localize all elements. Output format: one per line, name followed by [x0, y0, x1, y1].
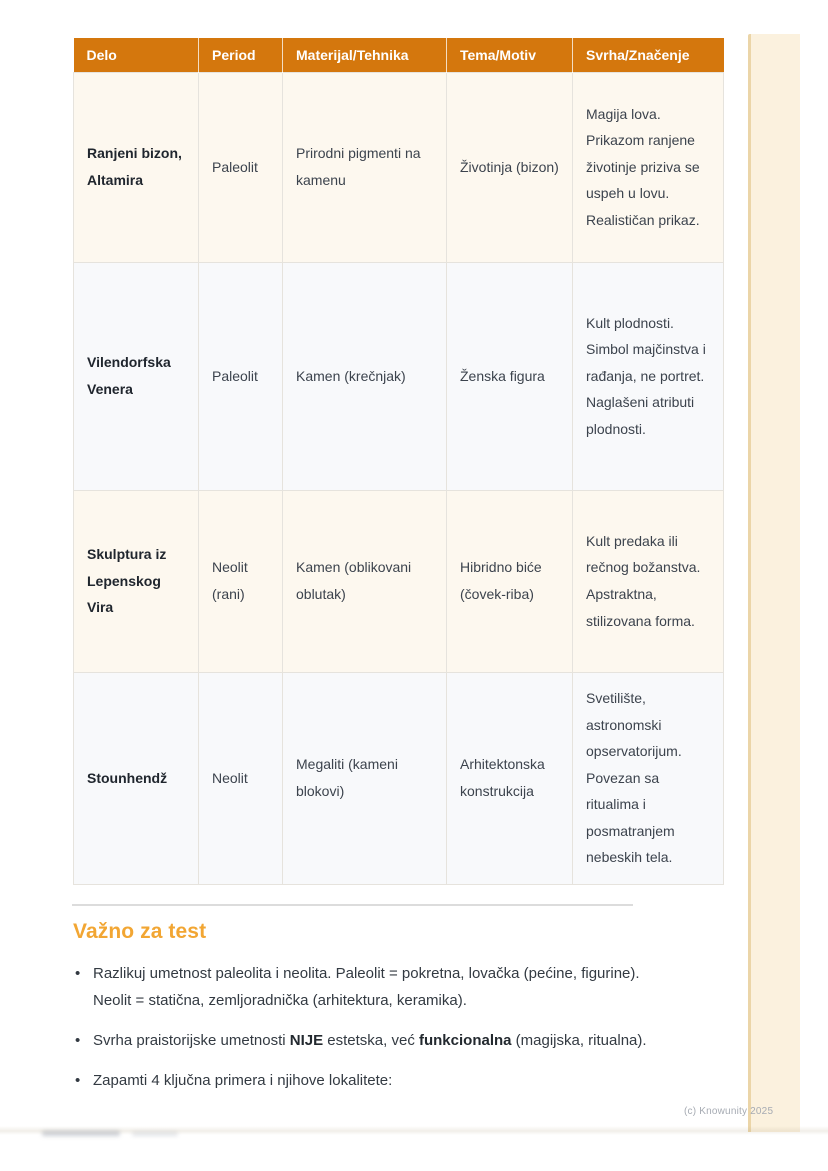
cell-delo: Stounhendž [74, 672, 199, 884]
bullet-text: (magijska, ritualna). [511, 1032, 647, 1049]
cell-materijal: Prirodni pigmenti na kamenu [283, 72, 447, 262]
list-item [73, 1067, 651, 1094]
column-header-tema: Tema/Motiv [447, 38, 573, 72]
cell-tema: Ženska figura [447, 262, 573, 490]
test-notes-list [73, 960, 651, 1107]
page-bottom-edge [0, 1126, 828, 1135]
cell-tema: Životinja (bizon) [447, 72, 573, 262]
cell-period: Paleolit [199, 72, 283, 262]
column-header-materijal: Materijal/Tehnika [283, 38, 447, 72]
cell-delo: Vilendorfska Venera [74, 262, 199, 490]
cell-tema: Arhitektonska konstrukcija [447, 672, 573, 884]
next-page-preview-smudge [42, 1131, 120, 1136]
cell-period: Neolit (rani) [199, 490, 283, 672]
table-row [74, 672, 724, 884]
column-header-delo: Delo [74, 38, 199, 72]
section-divider [72, 904, 633, 906]
cell-delo: Ranjeni bizon, Altamira [74, 72, 199, 262]
next-page-edge [748, 34, 800, 1132]
cell-tema: Hibridno biće (čovek-riba) [447, 490, 573, 672]
list-item [73, 1027, 651, 1054]
bullet-text-bold: funkcionalna [418, 1032, 512, 1049]
table-row [74, 490, 724, 672]
table-header-row [74, 38, 724, 72]
table-row [74, 262, 724, 490]
section-title: Važno za test [73, 920, 207, 943]
list-item [73, 960, 651, 1014]
cell-delo: Skulptura iz Lepenskog Vira [74, 490, 199, 672]
next-page-preview-smudge [132, 1132, 178, 1136]
cell-materijal: Kamen (krečnjak) [283, 262, 447, 490]
cell-svrha: Kult predaka ili rečnog božanstva. Apstraktna, stilizovana forma. [573, 490, 724, 672]
bullet-text: estetska, već [323, 1032, 419, 1049]
column-header-period: Period [199, 38, 283, 72]
bullet-text: Zapamti 4 ključna primera i njihove lokalitete: [93, 1072, 393, 1089]
bullet-text-bold: NIJE [289, 1032, 324, 1049]
watermark: (c) Knowunity 2025 [684, 1106, 774, 1117]
cell-svrha: Svetilište, astronomski opservatorijum. Povezan sa ritualima i posmatranjem nebeskih tela. [573, 672, 724, 884]
column-header-svrha: Svrha/Značenje [573, 38, 724, 72]
bullet-text: Razlikuj umetnost paleolita i neolita. Paleolit = pokretna, lovačka (pećine, figurine). Neolit = statična, zemljoradnička (arhitektura, keramika). [93, 965, 640, 1009]
cell-period: Paleolit [199, 262, 283, 490]
cell-materijal: Megaliti (kameni blokovi) [283, 672, 447, 884]
cell-svrha: Kult plodnosti. Simbol majčinstva i rađanja, ne portret. Naglašeni atributi plodnosti. [573, 262, 724, 490]
cell-svrha: Magija lova. Prikazom ranjene životinje priziva se uspeh u lovu. Realističan prikaz. [573, 72, 724, 262]
table-row [74, 72, 724, 262]
cell-materijal: Kamen (oblikovani oblutak) [283, 490, 447, 672]
bullet-text: Svrha praistorijske umetnosti [93, 1032, 290, 1049]
prehistoric-art-table [73, 38, 724, 885]
cell-period: Neolit [199, 672, 283, 884]
